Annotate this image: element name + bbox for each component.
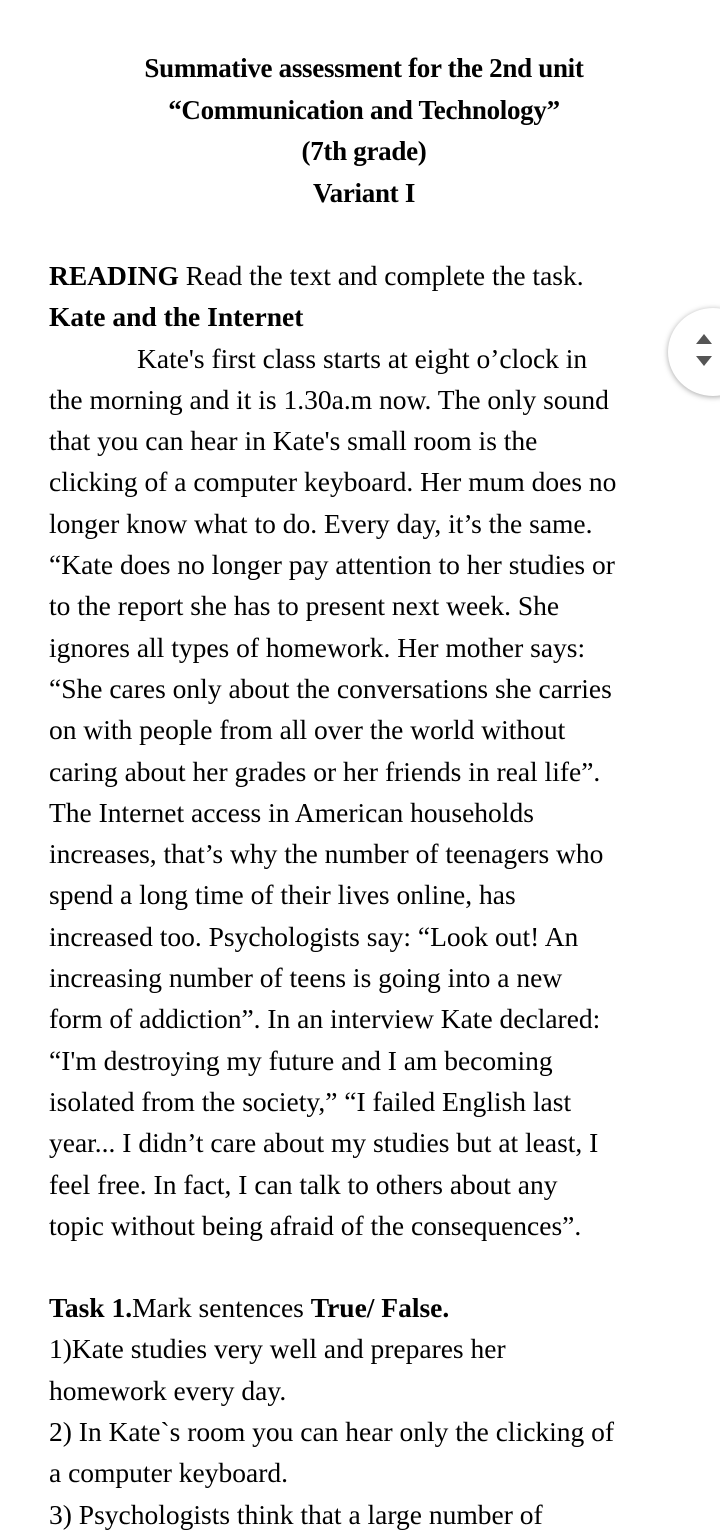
reading-line: year... I didn’t care about my studies but at least, I	[49, 1127, 599, 1159]
reading-label: READING	[49, 260, 179, 291]
reading-line: ignores all types of homework. Her mother says:	[49, 631, 586, 663]
reading-line: spend a long time of their lives online, has	[49, 879, 516, 911]
reading-line: on with people from all over the world without	[49, 714, 566, 746]
reading-line: “Kate does no longer pay attention to her studies or	[49, 549, 615, 581]
reading-line: that you can hear in Kate's small room is the	[49, 425, 538, 457]
reading-line: topic without being afraid of the consequences”.	[49, 1209, 582, 1241]
header-line-3: (7th grade)	[301, 136, 427, 166]
reading-line: Kate's first class starts at eight o’clock in	[137, 342, 588, 374]
reading-line: form of addiction”. In an interview Kate declared:	[49, 1003, 601, 1035]
reading-title: Kate and the Internet	[49, 301, 304, 333]
document-page	[49, 48, 679, 1535]
caret-up-icon	[696, 334, 712, 344]
task-item: 3) Psychologists think that a large number of	[49, 1498, 543, 1530]
reading-instruction: Read the text and complete the task.	[178, 260, 584, 291]
reading-line: the morning and it is 1.30a.m now. The only sound	[49, 383, 609, 415]
reading-line: isolated from the society,” “I failed English last	[49, 1085, 572, 1117]
header-line-1: Summative assessment for the 2nd unit	[144, 53, 584, 83]
reading-line: feel free. In fact, I can talk to others about any	[49, 1168, 558, 1200]
spacer	[49, 214, 679, 255]
reading-heading	[49, 255, 679, 296]
reading-line: increasing number of teens is going into a new	[49, 962, 563, 994]
task-item: 2) In Kate`s room you can hear only the clicking of	[49, 1416, 615, 1448]
reading-line: to the report she has to present next week. She	[49, 590, 560, 622]
header-line-2: “Communication and Technology”	[168, 94, 560, 125]
task-answer-format: True/ False.	[310, 1292, 450, 1324]
reading-line: clicking of a computer keyboard. Her mum does no	[49, 466, 617, 498]
task-heading	[49, 1287, 679, 1328]
spacer	[49, 1246, 679, 1287]
task-label: Task 1.	[49, 1292, 133, 1324]
reading-line: The Internet access in American households	[49, 796, 534, 828]
reading-section	[49, 255, 679, 1535]
task-item: 1)Kate studies very well and prepares her	[49, 1333, 506, 1365]
header-line-4: Variant I	[312, 177, 416, 208]
reading-line: “I'm destroying my future and I am becoming	[49, 1044, 553, 1076]
caret-down-icon	[696, 356, 712, 366]
reading-line: increases, that’s why the number of teenagers who	[49, 838, 604, 870]
task-instruction: Mark sentences	[132, 1292, 311, 1324]
document-header	[49, 48, 679, 214]
reading-line: caring about her grades or her friends in real life”.	[49, 755, 601, 787]
task-item: homework every day.	[49, 1374, 287, 1406]
reading-line: increased too. Psychologists say: “Look out! An	[49, 920, 579, 952]
task-item: a computer keyboard.	[49, 1457, 289, 1489]
reading-line: “She cares only about the conversations she carries	[49, 672, 612, 704]
reading-line: longer know what to do. Every day, it’s the same.	[49, 507, 593, 539]
